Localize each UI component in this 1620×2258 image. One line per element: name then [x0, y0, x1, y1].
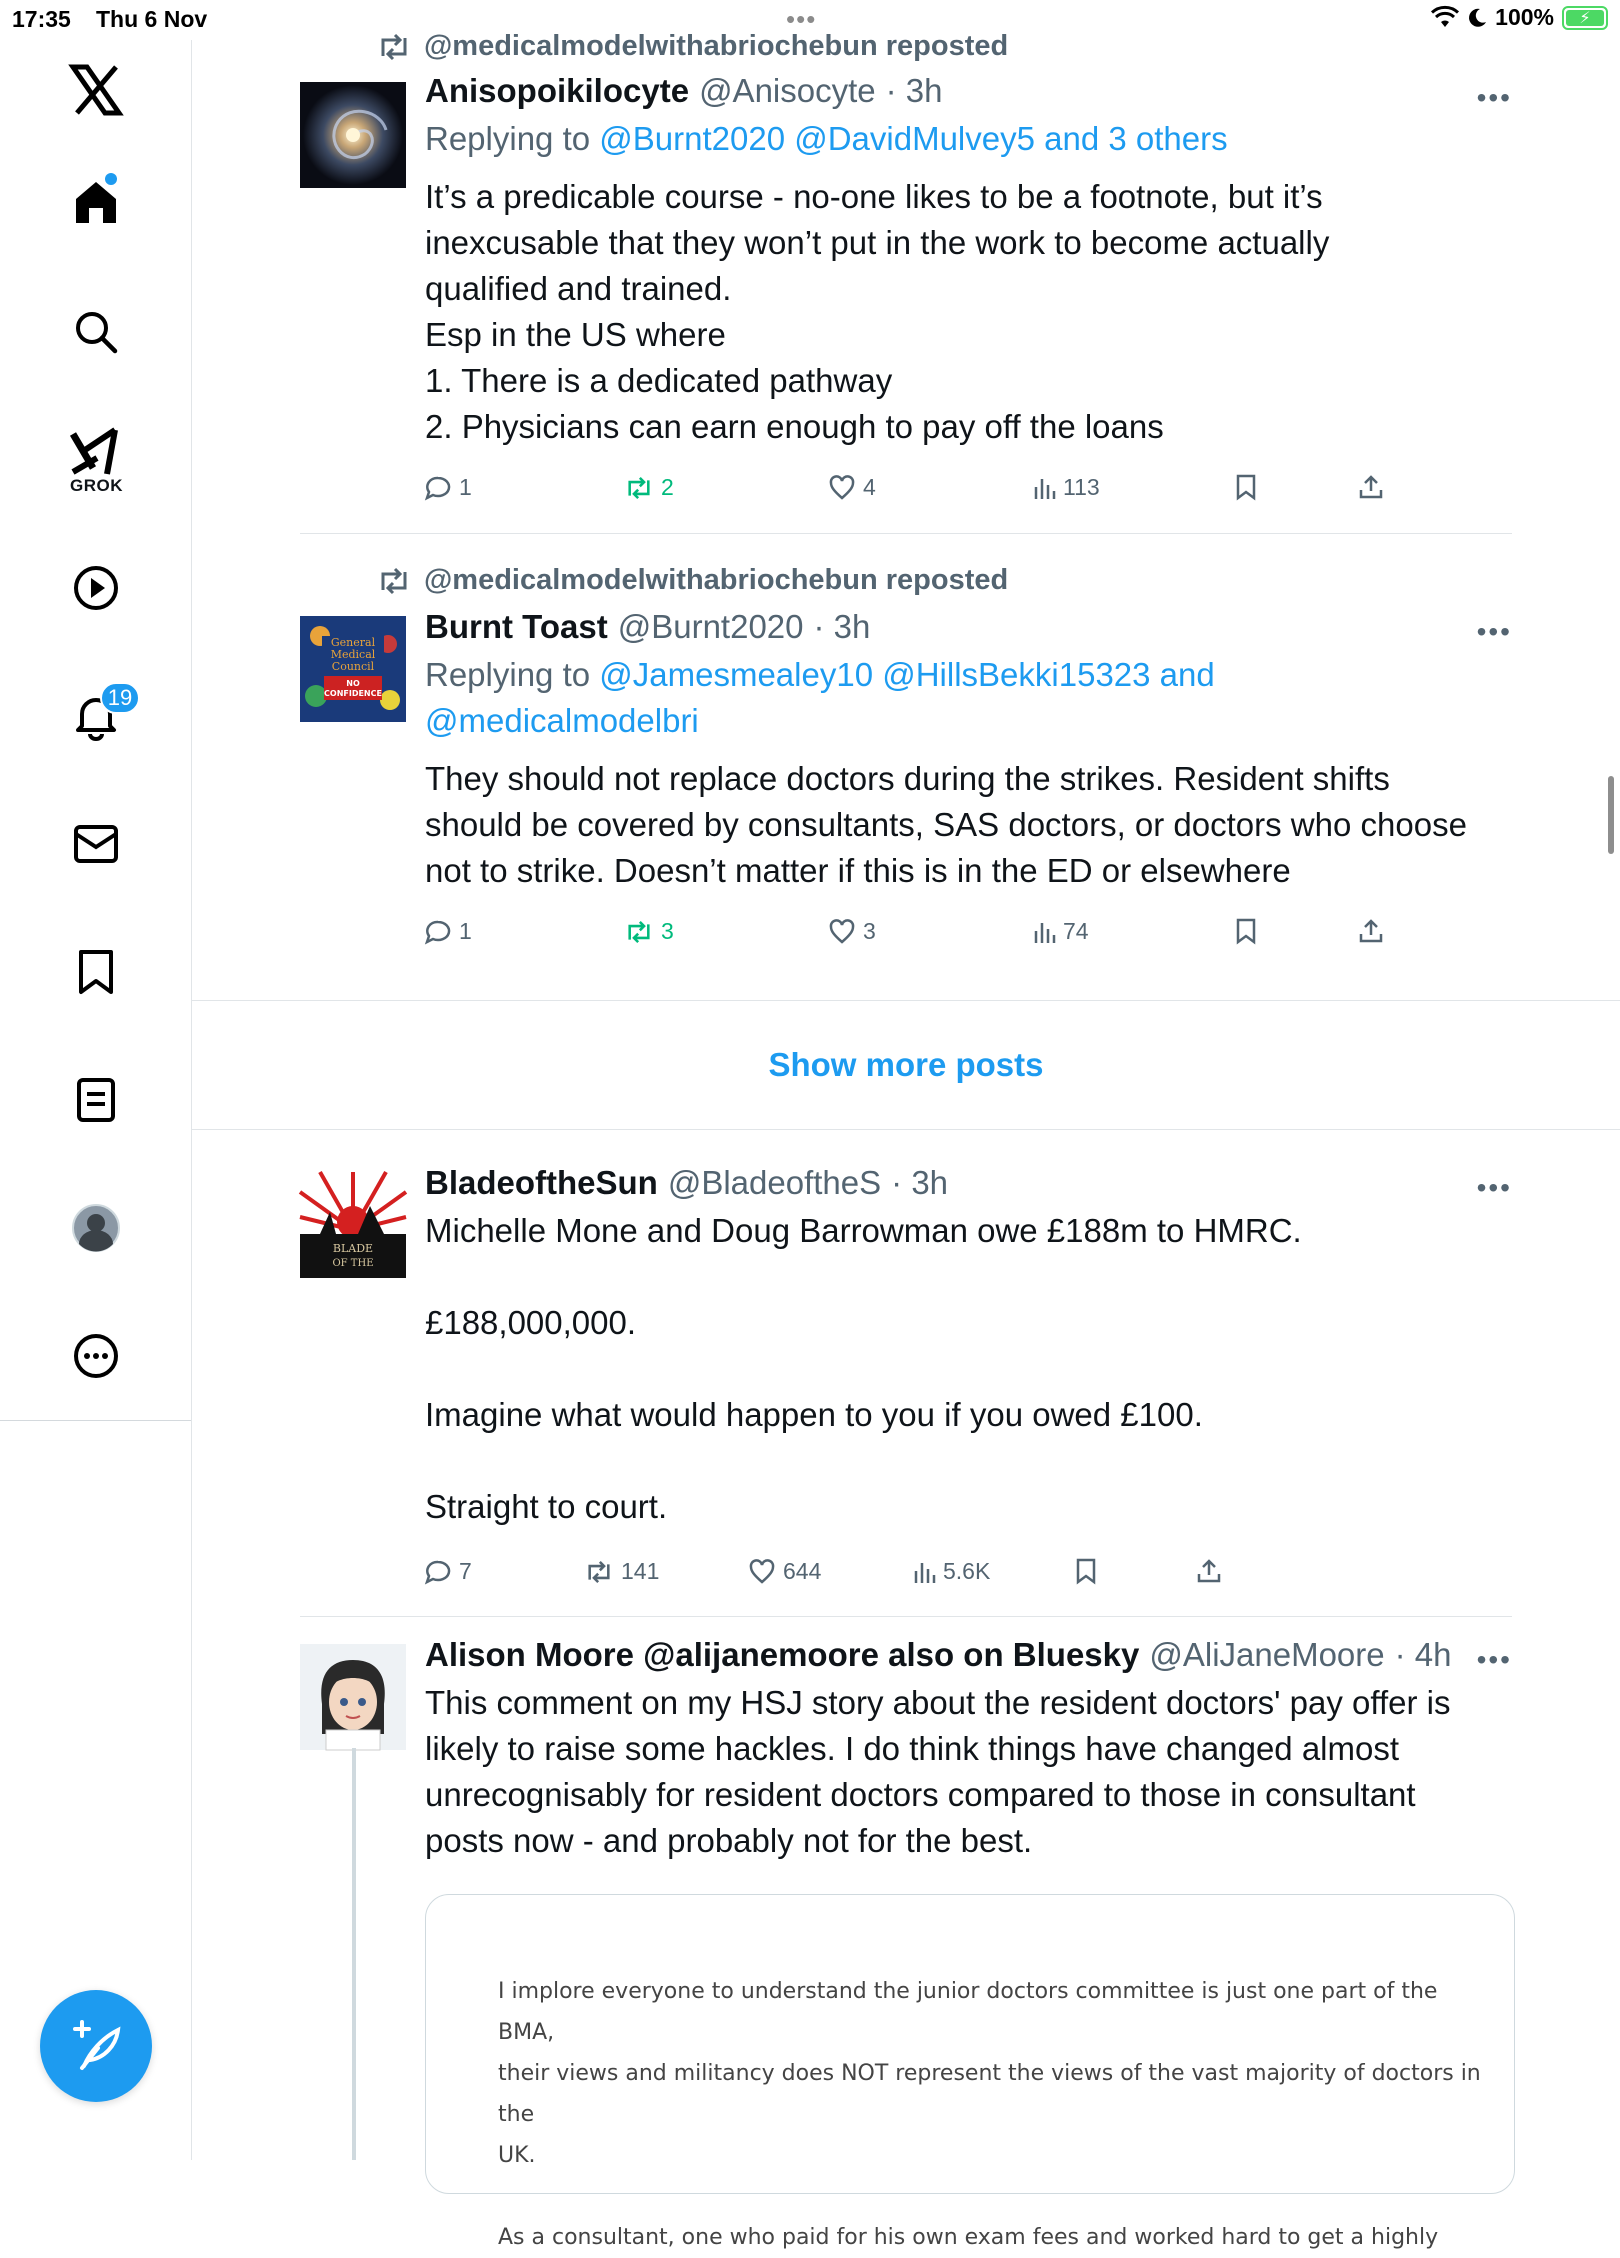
views-icon	[1033, 921, 1055, 943]
sidebar-divider	[0, 1420, 192, 1421]
replying-to-links[interactable]: @Burnt2020 @DavidMulvey5 and 3 others	[599, 120, 1228, 157]
replying-to	[425, 116, 1515, 162]
like-button[interactable]	[829, 474, 876, 501]
repost-icon	[378, 568, 410, 594]
post-time: · 3h	[885, 72, 943, 109]
battery-icon: ⚡	[1562, 6, 1608, 30]
quoted-image-card[interactable]	[425, 1894, 1515, 2250]
like-count: 4	[863, 474, 876, 500]
reply-button[interactable]	[425, 1558, 472, 1585]
like-button[interactable]	[749, 1558, 821, 1585]
more-options-icon[interactable]: •••	[1476, 1172, 1512, 1203]
views-icon	[913, 1561, 935, 1583]
repost-button[interactable]	[585, 1558, 659, 1585]
reply-icon	[425, 920, 451, 944]
bookmark-button[interactable]	[1075, 1558, 1097, 1584]
more-options-icon[interactable]: •••	[1476, 616, 1512, 647]
repost-count: 2	[661, 474, 674, 500]
post-header	[425, 1636, 1515, 1674]
home-notification-dot	[105, 173, 117, 185]
profile-icon[interactable]	[60, 1192, 132, 1264]
repost-indicator[interactable]	[378, 30, 1008, 63]
view-count: 5.6K	[943, 1558, 991, 1584]
views-button[interactable]	[1033, 918, 1089, 945]
author-handle[interactable]: @Burnt2020	[617, 608, 804, 645]
post-header	[425, 608, 1515, 646]
views-button[interactable]	[913, 1558, 990, 1585]
bookmark-button[interactable]	[1235, 474, 1257, 500]
heart-icon	[749, 1560, 775, 1584]
like-button[interactable]	[829, 918, 876, 945]
repost-indicator[interactable]	[378, 564, 1008, 597]
like-count: 3	[863, 918, 876, 944]
svg-text:BLADE: BLADE	[332, 1242, 374, 1255]
share-button[interactable]	[1359, 474, 1383, 500]
views-icon	[1033, 477, 1055, 499]
svg-text:OF THE: OF THE	[332, 1258, 374, 1269]
show-more-label: Show more posts	[768, 1046, 1044, 1083]
reply-icon	[425, 476, 451, 500]
notification-badge: 19	[100, 682, 140, 714]
svg-text:NO: NO	[346, 679, 360, 688]
x-logo-icon[interactable]	[60, 54, 132, 126]
more-options-icon[interactable]: •••	[1476, 1644, 1512, 1675]
feather-plus-icon	[68, 2018, 124, 2074]
post-body[interactable]	[425, 1164, 1515, 1530]
replying-to-prefix: Replying to	[425, 120, 600, 157]
post-divider	[300, 533, 1512, 534]
share-icon	[1359, 474, 1383, 500]
post-actions	[425, 1558, 1425, 1598]
compose-post-button[interactable]	[40, 1990, 152, 2102]
repost-button[interactable]	[625, 918, 674, 945]
views-button[interactable]	[1033, 474, 1100, 501]
avatar[interactable]	[300, 616, 406, 722]
repost-icon	[625, 921, 653, 943]
post-body[interactable]	[425, 72, 1515, 450]
svg-text:Council: Council	[331, 660, 375, 673]
repost-by-label: @medicalmodelwithabriochebun reposted	[424, 564, 1009, 596]
avatar[interactable]	[300, 1172, 406, 1278]
wifi-icon	[1431, 7, 1459, 29]
avatar[interactable]	[300, 82, 406, 188]
reply-button[interactable]	[425, 474, 472, 501]
post-text: This comment on my HSJ story about the resident doctors' pay offer is likely to raise some hackles. I do think things have changed almost unrecognisably for resident doctors compared to those in consultant posts now - and probably not for the best.	[425, 1684, 1451, 1859]
reply-button[interactable]	[425, 918, 472, 945]
post-time: · 3h	[891, 1164, 949, 1201]
view-count: 74	[1063, 918, 1089, 944]
post-actions	[425, 474, 1425, 514]
share-icon	[1197, 1558, 1221, 1584]
bookmark-icon[interactable]	[60, 936, 132, 1008]
bookmark-button[interactable]	[1235, 918, 1257, 944]
repost-by-label: @medicalmodelwithabriochebun reposted	[424, 30, 1009, 62]
moon-icon	[1467, 7, 1487, 29]
author-name[interactable]: Anisopoikilocyte	[425, 72, 690, 109]
battery-percent: 100%	[1495, 4, 1554, 30]
reply-count: 7	[459, 1558, 472, 1584]
status-time: 17:35	[12, 6, 71, 32]
share-icon	[1359, 918, 1383, 944]
status-right	[1431, 4, 1608, 31]
author-handle[interactable]: @AliJaneMoore	[1149, 1636, 1385, 1673]
share-button[interactable]	[1359, 918, 1383, 944]
replying-to-links[interactable]: @Jamesmealey10 @HillsBekki15323 and @medicalmodelbri	[425, 656, 1215, 739]
post-body[interactable]	[425, 608, 1515, 894]
repost-icon	[625, 477, 653, 499]
post-body[interactable]	[425, 1636, 1515, 1864]
replying-to	[425, 652, 1515, 744]
repost-count: 141	[621, 1558, 660, 1584]
like-count: 644	[783, 1558, 822, 1584]
replying-to-prefix: Replying to	[425, 656, 600, 693]
bookmark-icon	[1075, 1558, 1097, 1584]
scrollbar[interactable]	[1608, 776, 1614, 854]
mail-icon[interactable]	[60, 808, 132, 880]
post-divider	[300, 1616, 1512, 1617]
author-name[interactable]: Alison Moore @alijanemoore also on Bluesky	[425, 1636, 1140, 1673]
thread-line	[352, 1748, 356, 2160]
heart-icon	[829, 476, 855, 500]
multitask-dots-icon[interactable]: •••	[786, 4, 817, 34]
author-handle[interactable]: @Anisocyte	[699, 72, 876, 109]
author-name[interactable]: Burnt Toast	[425, 608, 608, 645]
repost-icon	[585, 1561, 613, 1583]
post-header	[425, 72, 1515, 110]
author-name[interactable]: BladeoftheSun	[425, 1164, 658, 1201]
quoted-image-text: I implore everyone to understand the junior doctors committee is just one part of the BMA, their views and militancy does NOT represent the views of the vast majority of doctors in the UK. As a consultant, one who paid for his own exam fees and worked hard to get a highly	[498, 1979, 1481, 2250]
sidebar-border	[191, 1420, 192, 2160]
post-text: They should not replace doctors during the strikes. Resident shifts should be covered by consultants, SAS doctors, or doctors who choose not to strike. Doesn’t matter if this is in the ED or elsewhere	[425, 760, 1467, 889]
post-text: Michelle Mone and Doug Barrowman owe £188m to HMRC. £188,000,000. Imagine what would happen to you if you owed £100. Straight to court.	[425, 1212, 1302, 1525]
reply-icon	[425, 1560, 451, 1584]
heart-icon	[829, 920, 855, 944]
list-icon[interactable]	[60, 1064, 132, 1136]
reply-count: 1	[459, 918, 472, 944]
post-time: · 4h	[1394, 1636, 1452, 1673]
reply-count: 1	[459, 474, 472, 500]
home-icon[interactable]	[60, 166, 132, 238]
bookmark-icon	[1235, 474, 1257, 500]
grok-label: GROK	[70, 476, 123, 495]
play-icon[interactable]	[60, 552, 132, 624]
avatar[interactable]	[300, 1644, 406, 1750]
repost-button[interactable]	[625, 474, 674, 501]
repost-count: 3	[661, 918, 674, 944]
post-time: · 3h	[813, 608, 871, 645]
more-circle-icon[interactable]	[60, 1320, 132, 1392]
share-button[interactable]	[1197, 1558, 1221, 1584]
bookmark-icon	[1235, 918, 1257, 944]
more-options-icon[interactable]: •••	[1476, 82, 1512, 113]
post-header	[425, 1164, 1515, 1202]
show-more-posts[interactable]	[192, 1000, 1620, 1130]
repost-icon	[378, 34, 410, 60]
search-icon[interactable]	[60, 296, 132, 368]
post-text: It’s a predicable course - no-one likes to be a footnote, but it’s inexcusable that they won’t put in the work to become actually qualified and trained. Esp in the US where 1. There is a dedicated pathway 2. Physicians can earn enough to pay off the loans	[425, 178, 1330, 445]
author-handle[interactable]: @BladeoftheS	[667, 1164, 882, 1201]
svg-text:CONFIDENCE: CONFIDENCE	[324, 689, 382, 698]
post-actions	[425, 918, 1425, 958]
status-date: Thu 6 Nov	[96, 6, 208, 32]
svg-text:Medical: Medical	[330, 648, 376, 661]
view-count: 113	[1063, 474, 1100, 500]
svg-text:General: General	[330, 636, 376, 649]
